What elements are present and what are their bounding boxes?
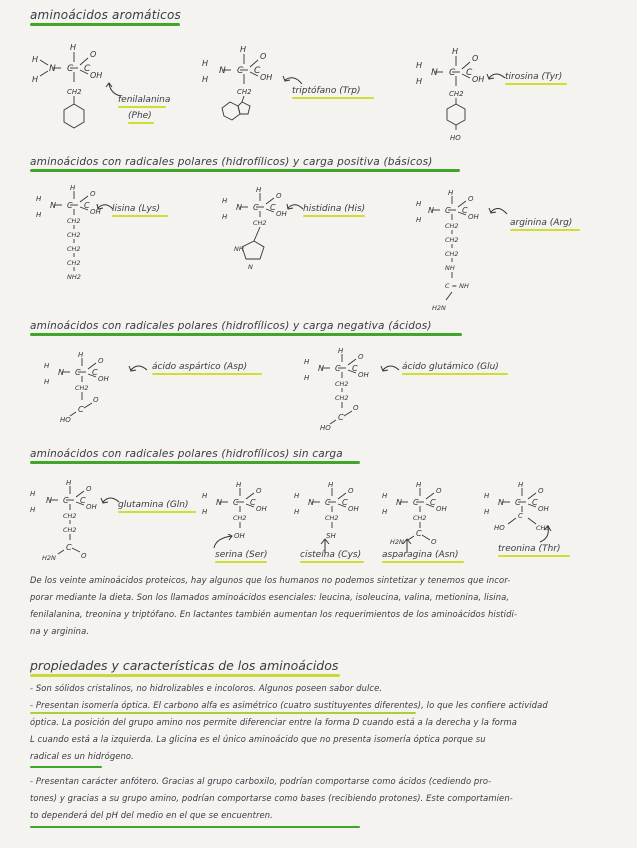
svg-text:C: C bbox=[515, 498, 521, 507]
list-item: - Presentan isomería óptica. El carbono alfa es asimétrico (cuatro sustituyentes diferentes), lo que les confiere actividad bbox=[30, 700, 548, 710]
svg-text:C: C bbox=[430, 498, 436, 507]
svg-text:H: H bbox=[448, 189, 454, 197]
svg-text:OH: OH bbox=[436, 505, 447, 513]
svg-text:C: C bbox=[338, 413, 344, 422]
svg-text:H: H bbox=[382, 492, 388, 500]
svg-text:C: C bbox=[325, 498, 331, 507]
svg-text:N: N bbox=[236, 203, 242, 212]
svg-text:O: O bbox=[90, 50, 97, 59]
svg-text:C: C bbox=[254, 66, 261, 76]
svg-text:N: N bbox=[431, 68, 438, 78]
arrow-icon bbox=[380, 362, 400, 376]
svg-text:H: H bbox=[518, 481, 524, 489]
svg-text:O: O bbox=[472, 54, 479, 63]
svg-text:OH: OH bbox=[348, 505, 359, 513]
svg-text:H: H bbox=[78, 351, 84, 359]
section-title-sin-carga: aminoácidos con radicales polares (hidrofílicos) sin carga bbox=[30, 448, 360, 464]
svg-text:N: N bbox=[498, 498, 504, 507]
svg-text:CH2: CH2 bbox=[67, 88, 82, 96]
svg-text:C: C bbox=[253, 203, 259, 212]
svg-text:C: C bbox=[80, 496, 86, 505]
highlight-green bbox=[30, 169, 460, 172]
svg-text:H: H bbox=[236, 481, 242, 489]
svg-text:CH2: CH2 bbox=[67, 217, 81, 225]
svg-text:H: H bbox=[222, 213, 228, 221]
svg-text:OH: OH bbox=[468, 213, 479, 221]
arrow-icon bbox=[128, 362, 148, 376]
svg-text:H: H bbox=[294, 508, 300, 516]
svg-text:C: C bbox=[67, 201, 73, 210]
svg-text:H: H bbox=[328, 481, 334, 489]
list-item: óptica. La posición del grupo amino nos permite diferenciar entre la forma D cuando está a la derecha y la forma bbox=[30, 717, 518, 727]
svg-text:CH2: CH2 bbox=[445, 236, 459, 244]
svg-text:H: H bbox=[32, 75, 39, 84]
svg-text:OH: OH bbox=[90, 208, 101, 216]
svg-text:N: N bbox=[49, 64, 56, 74]
label-lys: lisina (Lys) bbox=[112, 204, 168, 217]
svg-text:H: H bbox=[304, 358, 310, 366]
label-gln: glutamina (Gln) bbox=[118, 500, 196, 513]
arrow-icon bbox=[286, 200, 304, 214]
svg-text:CH2: CH2 bbox=[75, 384, 89, 392]
label-asn: asparagina (Asn) bbox=[382, 550, 464, 563]
svg-text:O: O bbox=[348, 487, 354, 495]
svg-text:C: C bbox=[416, 529, 422, 538]
svg-text:H: H bbox=[452, 47, 459, 56]
svg-text:H: H bbox=[70, 184, 76, 192]
list-item: L cuando está a la izquierda. La glicina es el único aminoácido que no presenta isomería óptica porque su bbox=[30, 734, 486, 744]
svg-text:HO: HO bbox=[494, 524, 505, 532]
highlight-yellow bbox=[498, 555, 570, 557]
highlight-yellow bbox=[382, 561, 464, 563]
svg-text:N: N bbox=[50, 201, 56, 210]
highlight-yellow bbox=[300, 561, 364, 563]
label-cys: cisteína (Cys) bbox=[300, 550, 364, 563]
molecule-asp bbox=[40, 350, 140, 435]
svg-text:C: C bbox=[250, 498, 256, 507]
molecule-thr bbox=[480, 480, 580, 540]
svg-text:C: C bbox=[270, 203, 276, 212]
svg-text:H: H bbox=[222, 197, 228, 205]
svg-text:O: O bbox=[538, 487, 544, 495]
svg-text:CH2: CH2 bbox=[67, 231, 81, 239]
svg-text:OH: OH bbox=[86, 503, 97, 511]
svg-text:CH2: CH2 bbox=[445, 222, 459, 230]
svg-text:H: H bbox=[70, 43, 77, 52]
svg-text:OH: OH bbox=[538, 505, 549, 513]
highlight-yellow bbox=[128, 122, 154, 124]
svg-text:CH2: CH2 bbox=[335, 394, 349, 402]
svg-text:O: O bbox=[81, 552, 87, 560]
svg-text:O: O bbox=[353, 404, 359, 412]
svg-text:N: N bbox=[308, 498, 314, 507]
label-phe-code: (Phe) bbox=[128, 111, 154, 124]
svg-text:SH: SH bbox=[326, 532, 336, 540]
svg-text:H: H bbox=[202, 59, 209, 68]
svg-text:C: C bbox=[75, 368, 81, 377]
molecule-tyr bbox=[410, 44, 520, 144]
svg-text:HO: HO bbox=[60, 416, 71, 424]
svg-text:OH: OH bbox=[256, 505, 267, 513]
svg-text:C: C bbox=[445, 206, 451, 215]
paragraph-line: De los veinte aminoácidos proteicos, hay algunos que los humanos no podemos sintetizar y tenemos que incor- bbox=[30, 575, 511, 585]
svg-text:CH2: CH2 bbox=[413, 514, 427, 522]
highlight-yellow bbox=[215, 561, 267, 563]
svg-text:OH: OH bbox=[234, 532, 245, 540]
svg-text:C: C bbox=[352, 364, 358, 373]
svg-text:CH2: CH2 bbox=[67, 259, 81, 267]
svg-text:NH: NH bbox=[445, 264, 455, 272]
svg-text:O: O bbox=[256, 487, 262, 495]
label-glu: ácido glutámico (Glu) bbox=[402, 362, 508, 375]
svg-text:H: H bbox=[416, 216, 422, 224]
label-tyr: tirosina (Tyr) bbox=[505, 72, 567, 85]
section-title-aromaticos: aminoácidos aromáticos bbox=[30, 8, 181, 26]
highlight-yellow bbox=[292, 97, 374, 99]
svg-text:HO: HO bbox=[320, 424, 331, 432]
svg-text:C: C bbox=[449, 68, 456, 78]
svg-text:H: H bbox=[416, 481, 422, 489]
highlight-green bbox=[30, 23, 180, 26]
paragraph-line: porar mediante la dieta. Son los llamados aminoácidos esenciales: leucina, isoleucina, valina, metionina, lisina, bbox=[30, 592, 510, 602]
list-item: - Presentan carácter anfótero. Gracias al grupo carboxilo, podrían comportarse como ácidos (cediendo pro- bbox=[30, 776, 492, 786]
highlight-yellow bbox=[112, 215, 168, 217]
svg-text:CH2: CH2 bbox=[445, 250, 459, 258]
svg-text:O: O bbox=[98, 357, 104, 365]
svg-text:O: O bbox=[431, 538, 437, 546]
svg-text:CH2: CH2 bbox=[63, 526, 77, 534]
svg-text:C: C bbox=[532, 498, 538, 507]
svg-text:CH2: CH2 bbox=[325, 514, 339, 522]
svg-text:H: H bbox=[256, 186, 262, 194]
svg-text:C: C bbox=[233, 498, 239, 507]
highlight-green bbox=[30, 461, 360, 464]
highlight-green bbox=[30, 712, 416, 714]
svg-text:H: H bbox=[294, 492, 300, 500]
svg-text:H2N: H2N bbox=[42, 554, 56, 562]
svg-text:H: H bbox=[484, 508, 490, 516]
svg-text:O: O bbox=[358, 353, 364, 361]
svg-text:O: O bbox=[90, 190, 96, 198]
arrow-icon bbox=[486, 70, 506, 84]
section-title-acidos: aminoácidos con radicales polares (hidrofílicos) y carga negativa (ácidos) bbox=[30, 320, 462, 336]
svg-text:C: C bbox=[335, 364, 341, 373]
svg-text:OH: OH bbox=[98, 375, 109, 383]
svg-text:N: N bbox=[248, 263, 253, 271]
svg-text:OH: OH bbox=[260, 73, 273, 82]
svg-text:C: C bbox=[67, 64, 74, 74]
svg-text:C: C bbox=[84, 201, 90, 210]
label-his: histidina (His) bbox=[303, 204, 365, 217]
essential-aminoacids-paragraph bbox=[30, 572, 630, 640]
svg-text:H: H bbox=[202, 75, 209, 84]
svg-text:C = NH: C = NH bbox=[445, 282, 469, 290]
highlight-green bbox=[30, 826, 360, 828]
highlight-yellow bbox=[30, 674, 340, 677]
label-ser: serina (Ser) bbox=[215, 550, 267, 563]
highlight-yellow bbox=[303, 215, 365, 217]
highlight-yellow bbox=[510, 229, 580, 231]
paragraph-line: na y arginina. bbox=[30, 626, 90, 636]
svg-text:O: O bbox=[86, 485, 92, 493]
svg-text:CH3: CH3 bbox=[536, 524, 550, 532]
svg-text:H: H bbox=[30, 490, 36, 498]
svg-text:NH2: NH2 bbox=[67, 273, 81, 281]
svg-text:H: H bbox=[44, 362, 50, 370]
molecule-glu bbox=[300, 346, 400, 446]
arrow-icon bbox=[534, 524, 554, 544]
section-title-propiedades: propiedades y características de los aminoácidos bbox=[30, 658, 340, 677]
svg-text:C: C bbox=[466, 68, 473, 78]
svg-text:C: C bbox=[84, 64, 91, 74]
svg-text:C: C bbox=[78, 405, 84, 414]
svg-text:H: H bbox=[240, 45, 247, 54]
svg-text:C: C bbox=[237, 66, 244, 76]
molecule-asn bbox=[378, 480, 473, 550]
svg-text:OH: OH bbox=[90, 71, 103, 80]
svg-text:N: N bbox=[58, 368, 64, 377]
svg-text:C: C bbox=[518, 512, 523, 520]
highlight-yellow bbox=[118, 511, 196, 513]
highlight-yellow bbox=[402, 373, 508, 375]
svg-text:OH: OH bbox=[276, 210, 287, 218]
svg-text:CH2: CH2 bbox=[237, 88, 252, 96]
svg-text:N: N bbox=[318, 364, 324, 373]
svg-text:C: C bbox=[342, 498, 348, 507]
svg-text:H: H bbox=[484, 492, 490, 500]
highlight-yellow bbox=[118, 106, 166, 108]
highlight-green bbox=[30, 333, 462, 336]
svg-text:H: H bbox=[66, 479, 72, 487]
molecule-gln bbox=[28, 478, 123, 568]
list-item: - Son sólidos cristalinos, no hidrolizables e incoloros. Algunos poseen sabor dulce. bbox=[30, 683, 383, 693]
svg-text:CH2: CH2 bbox=[67, 245, 81, 253]
svg-text:H: H bbox=[304, 374, 310, 382]
molecule-lys bbox=[32, 183, 132, 293]
svg-text:C: C bbox=[92, 368, 98, 377]
highlight-yellow bbox=[505, 83, 567, 85]
label-asp: ácido aspártico (Asp) bbox=[152, 362, 262, 375]
svg-text:O: O bbox=[276, 192, 282, 200]
svg-text:H2N: H2N bbox=[390, 538, 404, 546]
svg-text:H: H bbox=[36, 195, 42, 203]
highlight-green bbox=[30, 766, 102, 768]
svg-text:CH2: CH2 bbox=[449, 90, 464, 98]
svg-text:H: H bbox=[30, 506, 36, 514]
svg-text:OH: OH bbox=[358, 371, 369, 379]
svg-text:C: C bbox=[66, 543, 72, 552]
svg-text:H: H bbox=[36, 211, 42, 219]
svg-text:C: C bbox=[413, 498, 419, 507]
svg-text:NH: NH bbox=[234, 245, 244, 253]
svg-text:N: N bbox=[219, 66, 226, 76]
svg-text:C: C bbox=[462, 206, 468, 215]
list-item: tones) y gracias a su grupo amino, podrían comportarse como bases (recibiendo protones). Este comportamien- bbox=[30, 793, 513, 803]
svg-text:O: O bbox=[260, 52, 267, 61]
svg-text:CH2: CH2 bbox=[335, 380, 349, 388]
svg-text:H: H bbox=[338, 347, 344, 355]
svg-text:H2N: H2N bbox=[432, 304, 446, 312]
svg-text:O: O bbox=[93, 396, 99, 404]
svg-text:CH2: CH2 bbox=[233, 514, 247, 522]
label-arg: arginina (Arg) bbox=[510, 218, 580, 231]
label-thr: treonina (Thr) bbox=[498, 544, 570, 557]
svg-text:O: O bbox=[436, 487, 442, 495]
svg-text:CH2: CH2 bbox=[63, 512, 77, 520]
svg-text:H: H bbox=[416, 77, 423, 86]
label-trp: triptófano (Trp) bbox=[292, 86, 374, 99]
label-phe: fenilalanina bbox=[118, 95, 170, 108]
highlight-yellow bbox=[152, 373, 262, 375]
svg-text:N: N bbox=[46, 496, 52, 505]
molecule-cys bbox=[290, 480, 380, 545]
properties-list bbox=[30, 680, 630, 824]
svg-text:H: H bbox=[382, 508, 388, 516]
list-item: to dependerá del pH del medio en el que se encuentren. bbox=[30, 810, 273, 820]
svg-text:CH2: CH2 bbox=[253, 219, 267, 227]
svg-text:H: H bbox=[202, 508, 208, 516]
svg-text:OH: OH bbox=[472, 75, 485, 84]
paragraph-line: fenilalanina, treonina y triptófano. En lactantes también aumentan los requerimientos de los aminoácidos histidi- bbox=[30, 609, 518, 619]
svg-text:O: O bbox=[468, 195, 474, 203]
svg-text:N: N bbox=[428, 206, 434, 215]
svg-text:N: N bbox=[216, 498, 222, 507]
section-title-basicos: aminoácidos con radicales polares (hidrofílicos) y carga positiva (básicos) bbox=[30, 156, 460, 172]
svg-text:H: H bbox=[32, 55, 39, 64]
svg-text:N: N bbox=[396, 498, 402, 507]
arrow-icon bbox=[100, 494, 120, 508]
svg-text:H: H bbox=[44, 378, 50, 386]
svg-text:HO: HO bbox=[450, 134, 461, 142]
svg-text:H: H bbox=[202, 492, 208, 500]
arrow-icon bbox=[488, 204, 508, 218]
svg-text:H: H bbox=[416, 200, 422, 208]
svg-text:H: H bbox=[416, 61, 423, 70]
svg-text:C: C bbox=[63, 496, 69, 505]
list-item: radical es un hidrógeno. bbox=[30, 751, 134, 761]
